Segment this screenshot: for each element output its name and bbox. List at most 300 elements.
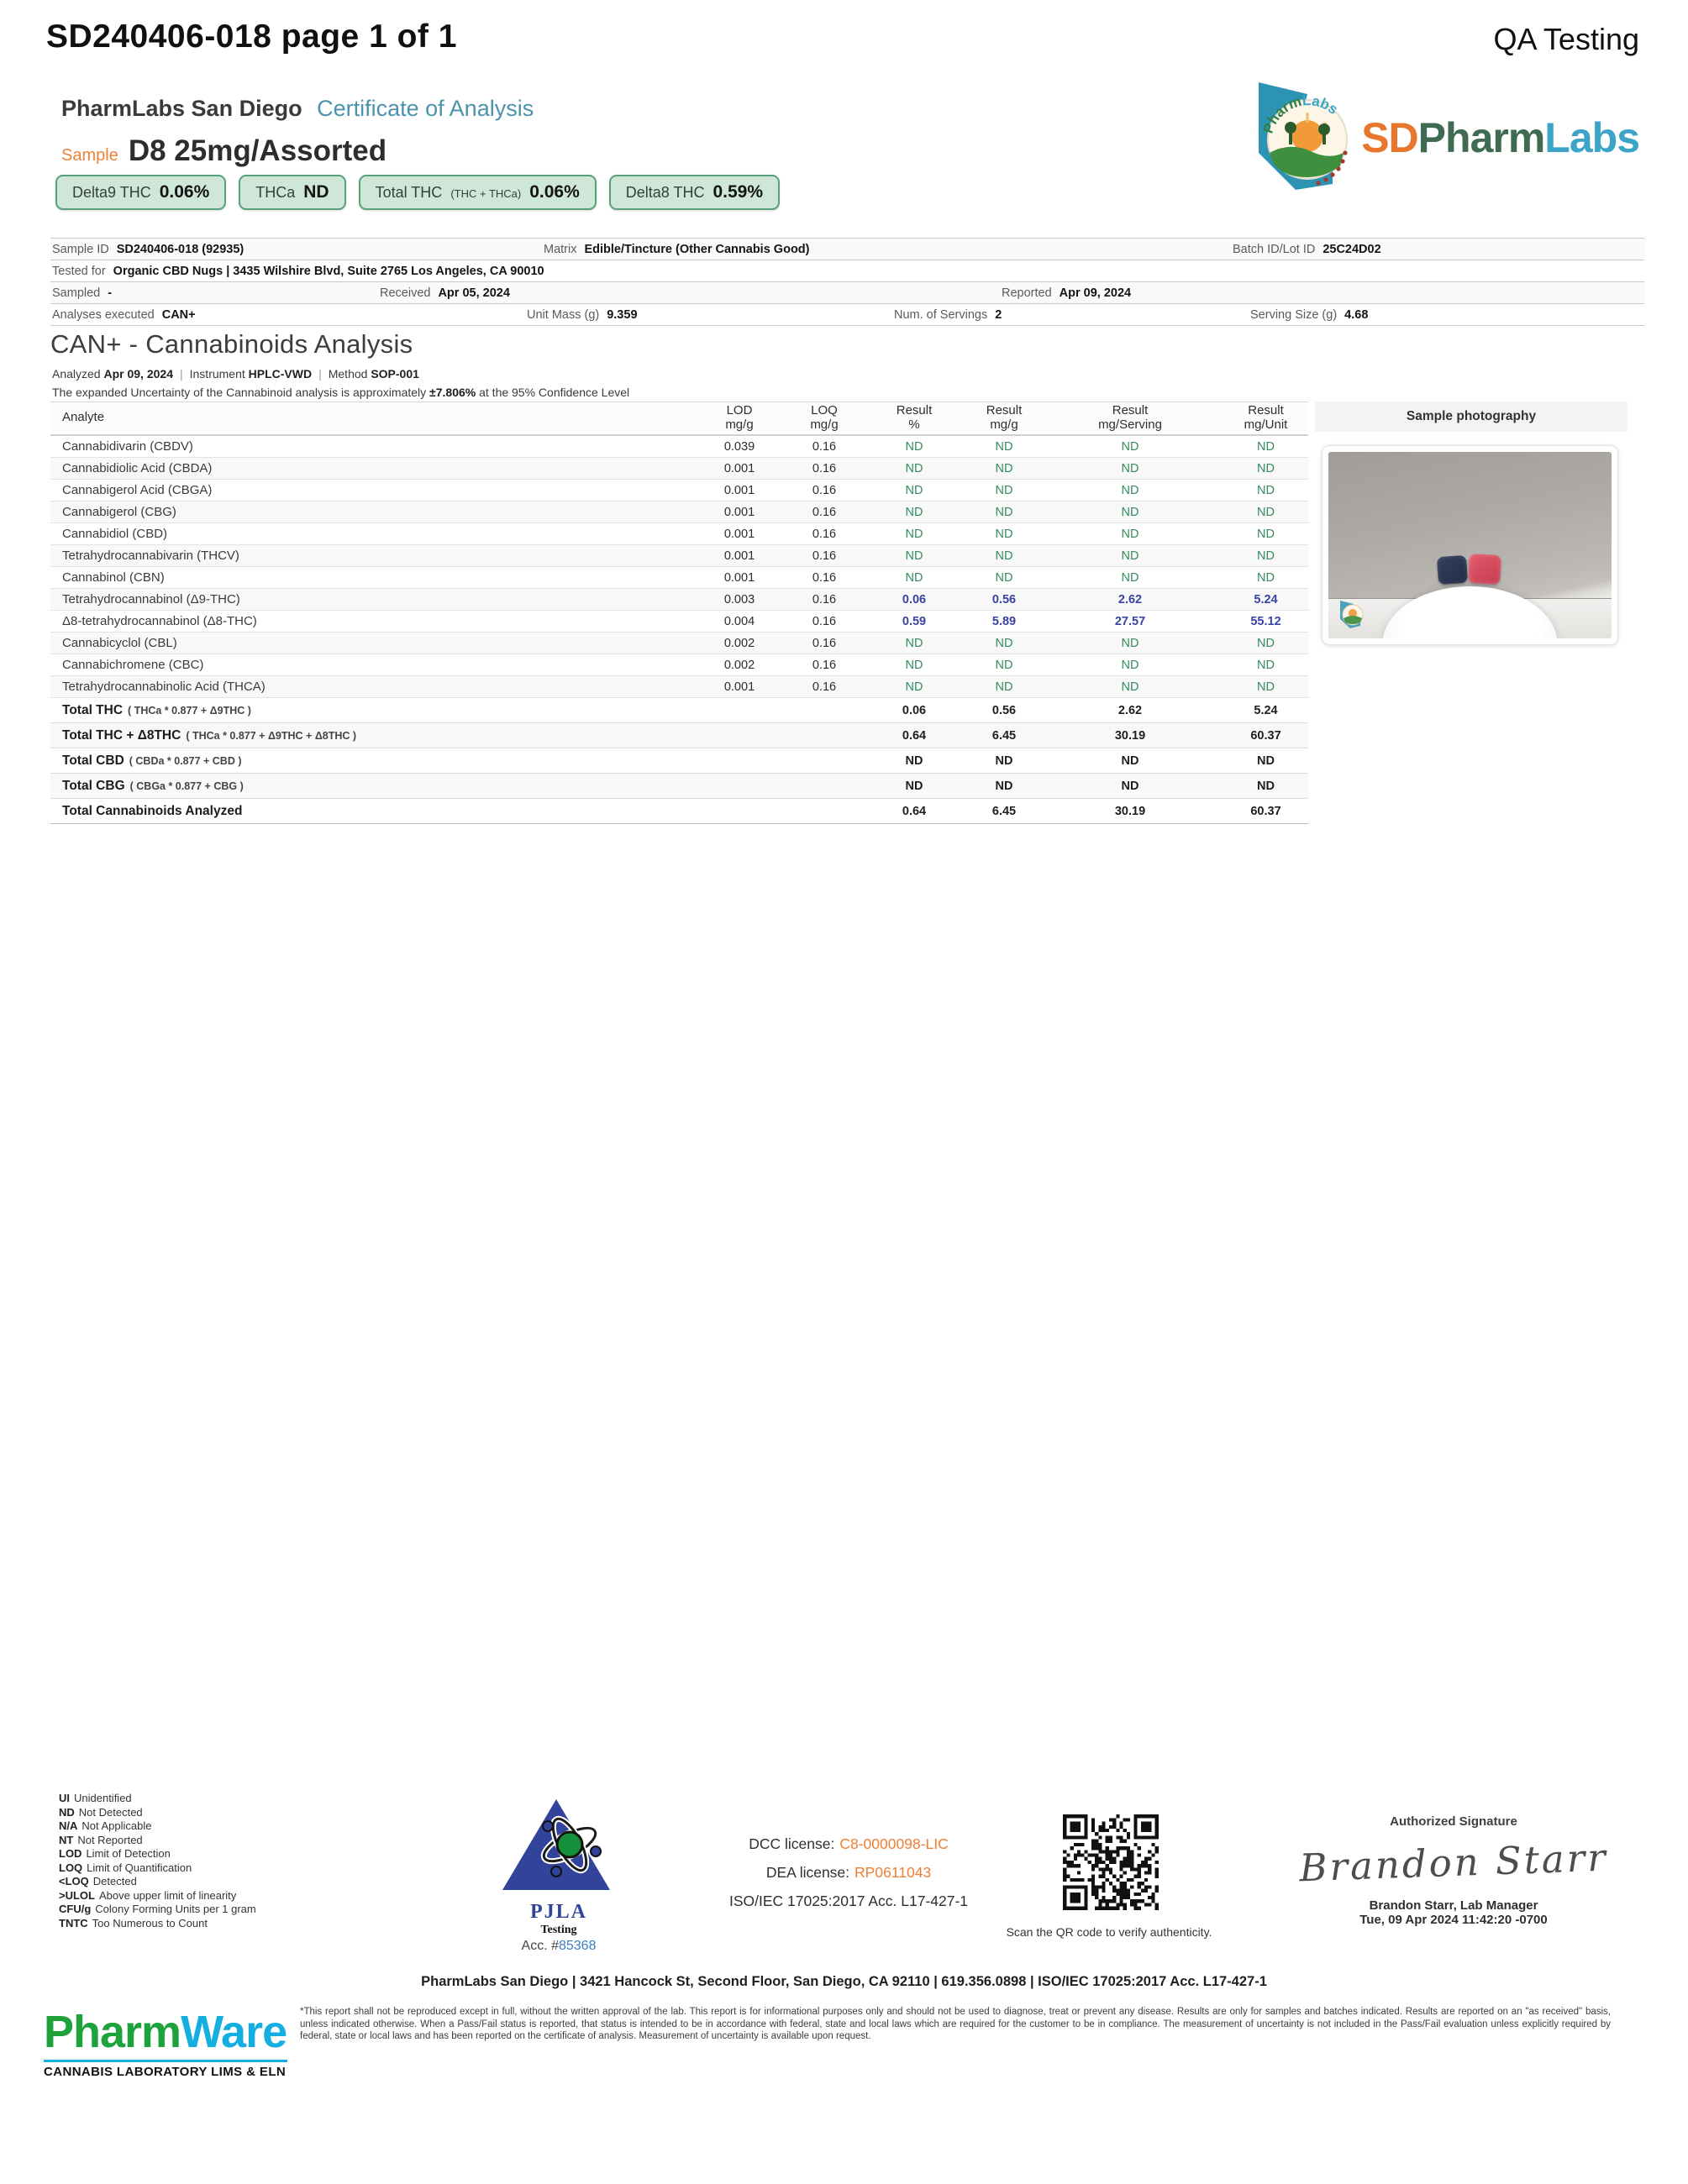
meta-value: SOP-001 bbox=[371, 367, 419, 381]
lab-name: PharmLabs San Diego bbox=[61, 96, 302, 121]
info-value: Edible/Tincture (Other Cannabis Good) bbox=[584, 242, 810, 256]
column-header bbox=[857, 403, 971, 434]
result-mg-unit: ND bbox=[1257, 570, 1275, 585]
license-line bbox=[697, 1858, 1000, 1887]
total-name bbox=[50, 753, 687, 769]
result-mg-unit: ND bbox=[1257, 483, 1275, 497]
column-header bbox=[50, 410, 687, 427]
analyte-name: Δ8-tetrahydrocannabinol (Δ8-THC) bbox=[62, 614, 257, 628]
badge-label: Delta8 THC bbox=[625, 184, 705, 201]
legend-item bbox=[59, 1889, 256, 1903]
legend-text: Not Detected bbox=[78, 1805, 143, 1819]
result-mg-serving: ND bbox=[1121, 527, 1139, 541]
analyte-name: Cannabidiol (CBD) bbox=[62, 527, 168, 541]
legend-key: TNTC bbox=[59, 1916, 88, 1929]
total-mg-unit: ND bbox=[1257, 779, 1275, 793]
legend-item bbox=[59, 1917, 256, 1931]
legend-item bbox=[59, 1861, 256, 1876]
analyte-row bbox=[50, 654, 1308, 676]
total-name bbox=[50, 728, 687, 743]
license-label: ISO/IEC 17025:2017 Acc. L17-427-1 bbox=[728, 1893, 969, 1909]
badge-label: Delta9 THC bbox=[72, 184, 151, 201]
result-mg-unit: ND bbox=[1257, 680, 1275, 694]
gummy-red bbox=[1468, 554, 1501, 585]
column-header-line2: mg/g bbox=[810, 417, 839, 432]
total-mg-unit: 60.37 bbox=[1250, 728, 1281, 743]
result-percent: ND bbox=[905, 505, 923, 519]
result-mg-serving: ND bbox=[1121, 505, 1139, 519]
lod-value: 0.039 bbox=[723, 439, 755, 454]
total-mg-serving: 30.19 bbox=[1114, 728, 1146, 743]
summary-badge bbox=[239, 175, 345, 210]
total-mg-unit: 5.24 bbox=[1254, 703, 1278, 717]
result-mg-unit: ND bbox=[1257, 658, 1275, 672]
total-mg-g: 6.45 bbox=[991, 804, 1017, 818]
info-value: 2 bbox=[995, 307, 1002, 322]
result-mg-g: ND bbox=[995, 505, 1013, 519]
info-label: Tested for bbox=[52, 264, 106, 278]
result-percent: ND bbox=[905, 658, 923, 672]
legend-text: Colony Forming Units per 1 gram bbox=[95, 1903, 256, 1915]
signer-name-title: Brandon Starr, Lab Manager bbox=[1369, 1898, 1538, 1913]
info-label: Received bbox=[380, 286, 431, 300]
license-label: DEA license: bbox=[765, 1864, 850, 1881]
info-cell bbox=[1249, 308, 1644, 322]
result-mg-unit: 5.24 bbox=[1254, 592, 1278, 606]
license-value: C8-0000098-LIC bbox=[839, 1835, 949, 1852]
doc-type: Certificate of Analysis bbox=[317, 96, 534, 121]
license-block bbox=[697, 1830, 1000, 1915]
result-mg-serving: ND bbox=[1121, 658, 1139, 672]
total-mg-serving: ND bbox=[1121, 779, 1139, 793]
result-mg-g: ND bbox=[995, 461, 1013, 475]
loq-value: 0.16 bbox=[812, 680, 837, 694]
lab-address: PharmLabs San Diego | 3421 Hancock St, Second Floor, San Diego, CA 92110 | 619.356.0898 | ISO/IEC 17025:2017 Acc. L17-427-1 bbox=[421, 1974, 1267, 1989]
legend-key: LOQ bbox=[59, 1861, 83, 1874]
info-value: SD240406-018 (92935) bbox=[116, 242, 245, 256]
info-cell bbox=[542, 243, 1231, 256]
result-mg-serving: 2.62 bbox=[1117, 592, 1143, 606]
total-mg-serving: 30.19 bbox=[1114, 804, 1146, 818]
page-title: SD240406-018 page 1 of 1 bbox=[46, 18, 457, 55]
lod-value: 0.003 bbox=[723, 592, 755, 606]
result-percent: ND bbox=[905, 570, 923, 585]
analyte-row bbox=[50, 589, 1308, 611]
uncertainty-note bbox=[52, 386, 629, 399]
column-header-line2: % bbox=[908, 417, 920, 432]
loq-value: 0.16 bbox=[812, 614, 837, 628]
column-header bbox=[1037, 403, 1223, 434]
signature-script: Brandon Starr bbox=[1298, 1835, 1609, 1891]
analyte-row bbox=[50, 458, 1308, 480]
result-percent: ND bbox=[905, 680, 923, 694]
total-percent: 0.06 bbox=[902, 703, 927, 717]
info-value: 9.359 bbox=[607, 307, 638, 322]
pjla-sub: Testing bbox=[540, 1924, 577, 1936]
total-row bbox=[50, 723, 1308, 748]
result-percent: ND bbox=[905, 527, 923, 541]
loq-value: 0.16 bbox=[812, 570, 837, 585]
legend-item bbox=[59, 1834, 256, 1848]
result-percent: ND bbox=[905, 636, 923, 650]
analyte-name: Cannabidiolic Acid (CBDA) bbox=[62, 461, 213, 475]
info-label: Batch ID/Lot ID bbox=[1233, 242, 1316, 256]
legend-item bbox=[59, 1903, 256, 1917]
abbreviation-legend bbox=[59, 1792, 256, 1930]
total-name-text: Total CBD bbox=[62, 753, 124, 768]
total-name-text: Total Cannabinoids Analyzed bbox=[62, 803, 243, 818]
info-cell bbox=[1231, 243, 1644, 256]
badge-value: 0.06% bbox=[529, 182, 580, 202]
info-cell bbox=[525, 308, 892, 322]
lod-value: 0.001 bbox=[723, 505, 755, 519]
info-cell bbox=[378, 286, 1000, 300]
legend-key: >ULOL bbox=[59, 1888, 95, 1902]
legend-item bbox=[59, 1819, 256, 1834]
total-formula: ( CBDa * 0.877 + CBD ) bbox=[129, 754, 242, 767]
table-totals bbox=[50, 698, 1308, 824]
analyte-row bbox=[50, 676, 1308, 698]
result-mg-unit: ND bbox=[1257, 461, 1275, 475]
total-percent: 0.64 bbox=[902, 728, 927, 743]
result-mg-g: 0.56 bbox=[991, 592, 1017, 606]
result-percent: ND bbox=[905, 439, 923, 454]
column-header-line1: LOQ bbox=[811, 402, 838, 417]
legend-item bbox=[59, 1875, 256, 1889]
license-label: DCC license: bbox=[749, 1835, 835, 1852]
sample-info-table bbox=[50, 238, 1644, 326]
result-mg-g: ND bbox=[995, 680, 1013, 694]
analyte-name: Tetrahydrocannabivarin (THCV) bbox=[62, 549, 239, 563]
result-mg-unit: ND bbox=[1257, 549, 1275, 563]
pjla-logo-icon bbox=[496, 1884, 622, 1898]
analyte-name: Tetrahydrocannabinol (Δ9-THC) bbox=[62, 592, 240, 606]
analyte-name: Cannabigerol (CBG) bbox=[62, 505, 176, 519]
info-row bbox=[50, 303, 1644, 326]
legend-text: Not Reported bbox=[77, 1833, 143, 1846]
photo-column-header: Sample photography bbox=[1315, 402, 1628, 432]
lod-value: 0.002 bbox=[723, 636, 755, 650]
pjla-acc-label: Acc. # bbox=[521, 1939, 559, 1953]
license-line bbox=[697, 1830, 1000, 1858]
loq-value: 0.16 bbox=[812, 505, 837, 519]
total-row bbox=[50, 774, 1308, 799]
table-body bbox=[50, 436, 1308, 698]
column-header-line1: Analyte bbox=[62, 410, 105, 424]
meta-separator: | bbox=[179, 367, 183, 381]
result-mg-g: ND bbox=[995, 527, 1013, 541]
result-mg-unit: ND bbox=[1257, 505, 1275, 519]
legend-key: N/A bbox=[59, 1819, 78, 1832]
lod-value: 0.001 bbox=[723, 483, 755, 497]
result-mg-serving: ND bbox=[1121, 636, 1139, 650]
signature-datetime: Tue, 09 Apr 2024 11:42:20 -0700 bbox=[1359, 1913, 1548, 1927]
badge-value: ND bbox=[303, 182, 329, 202]
lod-value: 0.001 bbox=[723, 570, 755, 585]
result-percent: ND bbox=[905, 461, 923, 475]
result-mg-g: ND bbox=[995, 658, 1013, 672]
info-label: Sampled bbox=[52, 286, 101, 300]
info-cell bbox=[892, 308, 1249, 322]
analyte-name: Cannabidivarin (CBDV) bbox=[62, 439, 193, 454]
total-row bbox=[50, 698, 1308, 723]
info-value: 25C24D02 bbox=[1323, 242, 1381, 256]
total-percent: ND bbox=[905, 753, 923, 768]
section-title: CAN+ - Cannabinoids Analysis bbox=[50, 329, 413, 359]
sample-line bbox=[61, 134, 387, 168]
total-mg-serving: ND bbox=[1121, 753, 1139, 768]
legend-item bbox=[59, 1847, 256, 1861]
total-row bbox=[50, 748, 1308, 774]
analyte-row bbox=[50, 501, 1308, 523]
info-value: CAN+ bbox=[161, 307, 196, 322]
legend-key: LOD bbox=[59, 1847, 82, 1860]
column-header-line1: Result bbox=[896, 402, 933, 417]
info-label: Unit Mass (g) bbox=[527, 307, 600, 322]
qr-caption: Scan the QR code to verify authenticity. bbox=[1006, 1925, 1212, 1939]
column-header bbox=[1223, 403, 1308, 434]
result-mg-g: 5.89 bbox=[991, 614, 1017, 628]
lod-value: 0.002 bbox=[723, 658, 755, 672]
loq-value: 0.16 bbox=[812, 527, 837, 541]
info-value: 4.68 bbox=[1344, 307, 1369, 322]
lod-value: 0.001 bbox=[723, 680, 755, 694]
total-percent: ND bbox=[905, 779, 923, 793]
logo-labs: Labs bbox=[1544, 113, 1639, 161]
sample-photo bbox=[1322, 445, 1618, 645]
info-label: Num. of Servings bbox=[894, 307, 988, 322]
total-name-text: Total THC + Δ8THC bbox=[62, 727, 181, 743]
total-percent: 0.64 bbox=[902, 804, 927, 818]
pharmware-wordmark bbox=[44, 2006, 287, 2058]
photo-watermark-icon bbox=[1333, 597, 1367, 635]
badge-value: 0.06% bbox=[159, 182, 210, 202]
analyte-row bbox=[50, 523, 1308, 545]
meta-value: HPLC-VWD bbox=[248, 367, 313, 381]
legend-key: ND bbox=[59, 1805, 75, 1819]
analyte-row bbox=[50, 633, 1308, 654]
result-mg-unit: ND bbox=[1257, 636, 1275, 650]
result-mg-unit: 55.12 bbox=[1250, 614, 1281, 628]
column-header-line1: Result bbox=[1112, 402, 1149, 417]
column-header-line1: Result bbox=[986, 402, 1023, 417]
pharmware-tagline: CANNABIS LABORATORY LIMS & ELN bbox=[44, 2060, 287, 2079]
cannabinoid-table bbox=[50, 402, 1308, 824]
result-mg-g: ND bbox=[995, 549, 1013, 563]
sample-label: Sample bbox=[61, 146, 118, 165]
pjla-accreditation bbox=[483, 1796, 634, 1954]
sdpharmlabs-wordmark bbox=[1361, 113, 1639, 162]
gummy-navy bbox=[1436, 555, 1467, 585]
info-row bbox=[50, 238, 1644, 260]
pharmlabs-emblem-icon bbox=[1233, 72, 1359, 202]
result-mg-serving: 27.57 bbox=[1114, 614, 1146, 628]
analyte-name: Cannabigerol Acid (CBGA) bbox=[62, 483, 213, 497]
meta-label: Analyzed bbox=[52, 367, 104, 381]
result-mg-unit: ND bbox=[1257, 439, 1275, 454]
column-header-line2: mg/g bbox=[990, 417, 1018, 432]
total-mg-unit: ND bbox=[1257, 753, 1275, 768]
result-percent: 0.59 bbox=[902, 614, 927, 628]
pharmware-ware: Ware bbox=[181, 2007, 287, 2057]
uncertainty-value: ±7.806% bbox=[429, 386, 476, 399]
lab-line bbox=[61, 96, 534, 122]
info-cell bbox=[50, 243, 542, 256]
sample-photo-image bbox=[1328, 452, 1612, 638]
legend-text: Too Numerous to Count bbox=[92, 1916, 208, 1929]
summary-badge bbox=[609, 175, 780, 210]
table-header-row bbox=[50, 402, 1308, 436]
meta-value: Apr 09, 2024 bbox=[103, 367, 173, 381]
disclaimer-text: *This report shall not be reproduced except in full, without the written approval of the lab. This report is for informational purposes only and should not be used to diagnose, treat or prevent any disease. Results are only for samples and batches indicated. Results are reported on an "as received" basis, unless indicated otherwise. When a Pass/Fail status is reported, that status is intended to be in accordance with federal, state and local laws which are required for the customer to be in compliance. The measurement of uncertainty is not included in the Pass/Fail evaluation unless explicitly required by federal, state or local laws and has been reported on the certificate of analysis. Measurement of uncertainty is available upon request. bbox=[300, 2007, 1611, 2041]
analyte-name: Cannabicyclol (CBL) bbox=[62, 636, 177, 650]
signature-heading: Authorized Signature bbox=[1390, 1814, 1517, 1829]
total-formula: ( THCa * 0.877 + Δ9THC + Δ8THC ) bbox=[186, 729, 357, 742]
lod-value: 0.001 bbox=[723, 527, 755, 541]
info-value: - bbox=[108, 286, 113, 300]
pjla-name: PJLA bbox=[530, 1901, 587, 1923]
loq-value: 0.16 bbox=[812, 636, 837, 650]
uncertainty-prefix: The expanded Uncertainty of the Cannabinoid analysis is approximately bbox=[52, 386, 430, 399]
meta-separator: | bbox=[318, 367, 322, 381]
result-mg-serving: ND bbox=[1121, 439, 1139, 454]
column-header-line2: mg/g bbox=[725, 417, 754, 432]
qa-testing-label: QA Testing bbox=[1493, 22, 1639, 56]
result-mg-g: ND bbox=[995, 483, 1013, 497]
qr-code bbox=[1057, 1811, 1165, 1918]
legend-text: Unidentified bbox=[74, 1792, 132, 1804]
total-name-text: Total CBG bbox=[62, 778, 125, 793]
info-value: Apr 05, 2024 bbox=[438, 286, 510, 300]
total-name bbox=[50, 779, 687, 794]
summary-badge bbox=[359, 175, 597, 210]
column-header-line1: LOD bbox=[726, 402, 753, 417]
analyte-name: Tetrahydrocannabinolic Acid (THCA) bbox=[62, 680, 266, 694]
info-value: Apr 09, 2024 bbox=[1059, 286, 1132, 300]
total-mg-g: ND bbox=[995, 753, 1013, 768]
total-formula: ( THCa * 0.877 + Δ9THC ) bbox=[128, 704, 251, 717]
column-header bbox=[971, 403, 1037, 434]
total-name-text: Total THC bbox=[62, 702, 124, 717]
info-value: Organic CBD Nugs | 3435 Wilshire Blvd, Suite 2765 Los Angeles, CA 90010 bbox=[113, 264, 544, 278]
legend-item bbox=[59, 1792, 256, 1806]
result-mg-serving: ND bbox=[1121, 680, 1139, 694]
analyte-name: Cannabichromene (CBC) bbox=[62, 658, 204, 672]
meta-label: Method bbox=[328, 367, 371, 381]
legend-text: Limit of Quantification bbox=[87, 1861, 192, 1874]
legend-text: Limit of Detection bbox=[86, 1847, 171, 1860]
loq-value: 0.16 bbox=[812, 439, 837, 454]
total-mg-g: ND bbox=[995, 779, 1013, 793]
badge-value: 0.59% bbox=[713, 182, 764, 202]
total-row bbox=[50, 799, 1308, 824]
legend-text: Above upper limit of linearity bbox=[98, 1888, 237, 1902]
info-label: Matrix bbox=[544, 242, 577, 256]
badge-sublabel: (THC + THCa) bbox=[450, 187, 522, 200]
total-mg-g: 6.45 bbox=[991, 728, 1017, 743]
summary-badge bbox=[55, 175, 226, 210]
info-cell bbox=[1000, 286, 1644, 300]
analyte-row bbox=[50, 545, 1308, 567]
result-mg-serving: ND bbox=[1121, 461, 1139, 475]
summary-badges bbox=[55, 175, 780, 210]
total-mg-serving: 2.62 bbox=[1117, 703, 1143, 717]
result-percent: 0.06 bbox=[902, 592, 927, 606]
legend-text: Detected bbox=[92, 1875, 137, 1887]
pjla-acc-value: 85368 bbox=[558, 1939, 597, 1953]
analysis-meta bbox=[52, 367, 419, 381]
loq-value: 0.16 bbox=[812, 592, 837, 606]
analyte-row bbox=[50, 567, 1308, 589]
total-name bbox=[50, 804, 687, 819]
result-mg-g: ND bbox=[995, 439, 1013, 454]
pharmware-logo bbox=[44, 2006, 287, 2079]
analyte-name: Cannabinol (CBN) bbox=[62, 570, 165, 585]
info-label: Reported bbox=[1002, 286, 1052, 300]
svg-text:PharmLabs: PharmLabs bbox=[1259, 92, 1342, 136]
info-label: Analyses executed bbox=[52, 307, 155, 322]
loq-value: 0.16 bbox=[812, 549, 837, 563]
analyte-row bbox=[50, 436, 1308, 458]
result-mg-serving: ND bbox=[1121, 549, 1139, 563]
legend-item bbox=[59, 1806, 256, 1820]
legend-key: CFU/g bbox=[59, 1903, 92, 1915]
column-header-line1: Result bbox=[1248, 402, 1284, 417]
info-cell bbox=[50, 308, 525, 322]
total-mg-g: 0.56 bbox=[991, 703, 1017, 717]
loq-value: 0.16 bbox=[812, 658, 837, 672]
total-mg-unit: 60.37 bbox=[1250, 804, 1281, 818]
result-mg-unit: ND bbox=[1257, 527, 1275, 541]
info-cell bbox=[50, 265, 1644, 278]
uncertainty-suffix: at the 95% Confidence Level bbox=[476, 386, 630, 399]
column-header-line2: mg/Serving bbox=[1098, 417, 1162, 432]
logo-pharm: Pharm bbox=[1417, 113, 1545, 161]
meta-label: Instrument bbox=[189, 367, 249, 381]
loq-value: 0.16 bbox=[812, 483, 837, 497]
logo-sd: SD bbox=[1361, 113, 1418, 161]
photo-bowl bbox=[1382, 586, 1558, 638]
legend-key: UI bbox=[59, 1792, 70, 1804]
result-percent: ND bbox=[905, 483, 923, 497]
result-mg-serving: ND bbox=[1121, 483, 1139, 497]
analyte-row bbox=[50, 611, 1308, 633]
legend-key: <LOQ bbox=[59, 1875, 89, 1887]
lod-value: 0.001 bbox=[723, 461, 755, 475]
pharmware-pharm: Pharm bbox=[44, 2007, 181, 2057]
analyte-row bbox=[50, 480, 1308, 501]
sample-name: D8 25mg/Assorted bbox=[128, 134, 387, 167]
license-value: RP0611043 bbox=[855, 1864, 932, 1881]
column-header bbox=[687, 403, 791, 434]
info-row bbox=[50, 281, 1644, 303]
column-header-line2: mg/Unit bbox=[1244, 417, 1288, 432]
info-label: Serving Size (g) bbox=[1250, 307, 1338, 322]
loq-value: 0.16 bbox=[812, 461, 837, 475]
info-label: Sample ID bbox=[52, 242, 109, 256]
badge-label: Total THC bbox=[375, 184, 443, 201]
column-header bbox=[791, 403, 857, 434]
result-percent: ND bbox=[905, 549, 923, 563]
badge-label: THCa bbox=[255, 184, 296, 201]
sdpharmlabs-logo bbox=[1233, 72, 1639, 202]
result-mg-g: ND bbox=[995, 570, 1013, 585]
license-line bbox=[697, 1887, 1000, 1915]
result-mg-g: ND bbox=[995, 636, 1013, 650]
lod-value: 0.001 bbox=[723, 549, 755, 563]
legend-key: NT bbox=[59, 1833, 74, 1846]
info-row bbox=[50, 260, 1644, 281]
